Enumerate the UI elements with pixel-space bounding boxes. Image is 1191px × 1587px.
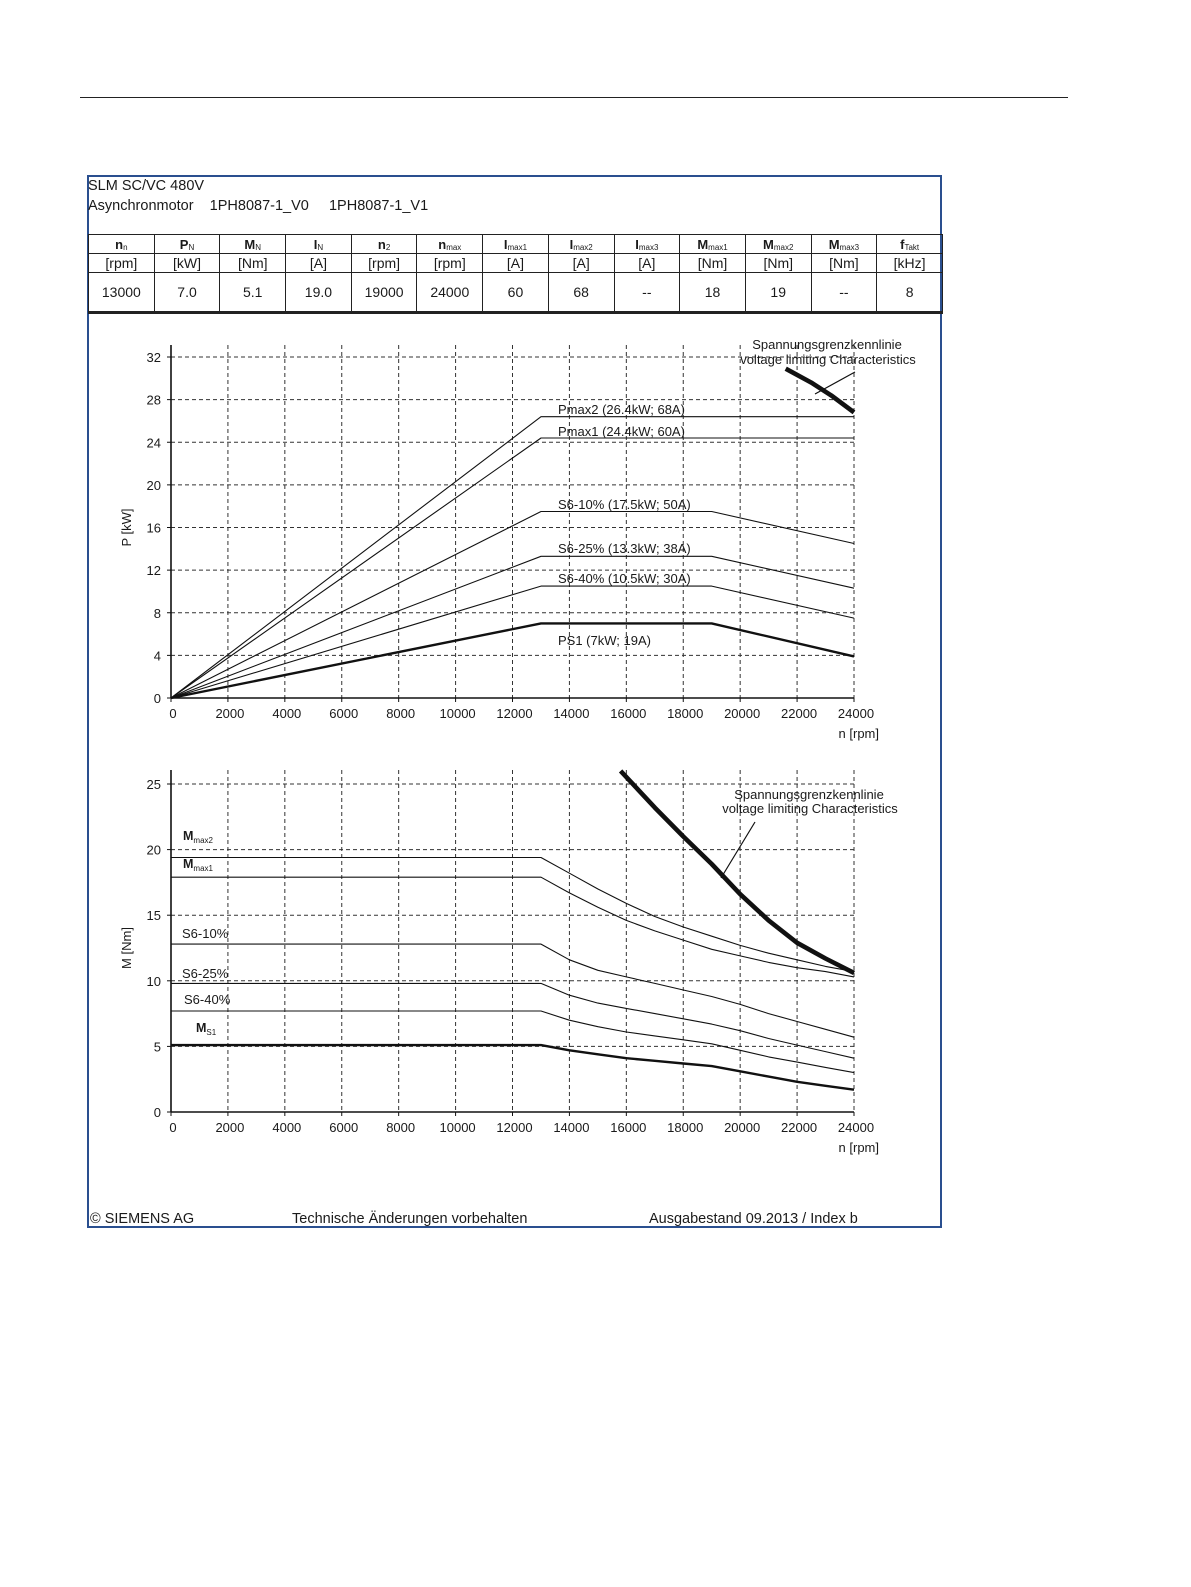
spec-symbol-sub: 2 [385, 242, 391, 252]
spec-symbol: I [313, 236, 318, 252]
x-tick-label: 14000 [553, 706, 590, 721]
spec-unit-cell: [rpm] [417, 254, 483, 273]
y-tick-label: 20 [146, 842, 161, 858]
x-tick-label: 14000 [553, 1120, 590, 1135]
footer-copyright: © SIEMENS AG [90, 1211, 195, 1227]
y-tick-label: 0 [153, 691, 161, 706]
x-tick-label: 2000 [215, 706, 245, 721]
x-tick-label: 12000 [496, 706, 533, 721]
y-tick-label: 24 [146, 435, 161, 451]
label-s6-25: S6-25% [182, 966, 229, 981]
spec-symbol-sub: max3 [839, 242, 860, 252]
spec-symbol-sub: max1 [507, 242, 528, 252]
label-mmax1-main: M [183, 857, 194, 871]
header-motor-line: Asynchronmotor 1PH8087-1_V0 1PH8087-1_V1 [88, 198, 429, 214]
spec-symbol: M [763, 236, 774, 252]
spec-symbol: M [697, 236, 709, 252]
spec-value-cell: 5.1 [220, 273, 286, 312]
spec-symbol-sub: max2 [573, 242, 593, 252]
x-tick-label: 10000 [439, 706, 476, 721]
spec-unit-cell: [A] [614, 254, 680, 273]
x-tick-label: 4000 [272, 706, 302, 721]
spec-symbol: I [503, 236, 508, 252]
x-tick-label: 10000 [439, 1120, 476, 1135]
series-line [786, 369, 854, 413]
x-tick-label: 18000 [667, 1120, 704, 1135]
spec-symbol: M [828, 236, 840, 252]
spec-value-cell: 19000 [351, 273, 417, 312]
x-tick-label: 22000 [781, 706, 818, 721]
label-mmax2-main: M [183, 829, 194, 843]
series-label: PS1 (7kW; 19A) [558, 633, 651, 648]
spec-value-cell: 18 [680, 273, 746, 312]
spec-unit-cell: [kW] [154, 254, 220, 273]
spec-value-cell: 8 [877, 273, 943, 312]
y-tick-label: 10 [146, 973, 161, 989]
spec-symbol-sub: Takt [904, 242, 920, 252]
voltage-limit-annotation: voltage limiting Characteristics [722, 801, 898, 816]
spec-unit-cell: [A] [483, 254, 549, 273]
label-s6-10: S6-10% [182, 926, 229, 941]
spec-value-cell: -- [811, 273, 877, 312]
x-tick-label: 22000 [781, 1120, 818, 1135]
y-tick-label: 0 [153, 1105, 161, 1120]
spec-symbol: M [244, 236, 256, 252]
spec-symbol-sub: n [123, 242, 128, 252]
spec-symbol: P [179, 236, 189, 252]
label-mmax1-sub: max1 [193, 864, 213, 873]
spec-unit-cell: [Nm] [745, 254, 811, 273]
spec-unit-cell: [rpm] [89, 254, 155, 273]
spec-symbol-sub: N [188, 242, 195, 252]
spec-value-cell: 7.0 [154, 273, 220, 312]
spec-symbol-sub: max3 [638, 242, 659, 252]
power-chart [119, 337, 916, 741]
spec-value-cell: 24000 [417, 273, 483, 312]
spec-symbol: f [900, 236, 905, 252]
spec-symbol-sub: N [317, 242, 324, 252]
y-tick-label: 5 [153, 1039, 161, 1055]
x-tick-label: 0 [169, 1120, 177, 1135]
spec-symbol: I [635, 236, 639, 252]
label-mmax2 [183, 829, 214, 845]
x-tick-label: 6000 [329, 1120, 359, 1135]
y-tick-label: 4 [153, 648, 161, 664]
y-tick-label: 32 [146, 350, 161, 365]
spec-unit-cell: [rpm] [351, 254, 417, 273]
x-tick-label: 16000 [610, 1120, 647, 1135]
annotation-leader-line [815, 372, 855, 394]
x-axis-label: n [rpm] [838, 1140, 879, 1155]
x-axis-label: n [rpm] [838, 726, 879, 741]
label-mmax1 [183, 857, 214, 873]
series-line [171, 1011, 854, 1073]
spec-unit-cell: [A] [548, 254, 614, 273]
footer [90, 1211, 940, 1231]
y-tick-label: 28 [146, 392, 161, 408]
x-tick-label: 0 [169, 706, 177, 721]
series-label: S6-25% (13.3kW; 38A) [558, 541, 691, 556]
spec-unit-cell: [Nm] [680, 254, 746, 273]
label-s6-40: S6-40% [184, 992, 231, 1007]
x-tick-label: 18000 [667, 706, 704, 721]
x-tick-label: 16000 [610, 706, 647, 721]
spec-symbol-sub: max [446, 242, 462, 252]
x-tick-label: 8000 [386, 1120, 416, 1135]
label-mmax2-sub: max2 [193, 836, 213, 845]
y-tick-label: 25 [146, 777, 161, 792]
y-tick-label: 20 [146, 477, 161, 493]
series-label: Pmax2 (26.4kW; 68A) [558, 402, 685, 417]
spec-symbol-sub: N [255, 242, 262, 252]
spec-unit-cell: [A] [286, 254, 352, 273]
label-ms1-sub: S1 [206, 1028, 217, 1037]
series-label: Pmax1 (24.4kW; 60A) [558, 424, 685, 439]
series-label: S6-40% (10.5kW; 30A) [558, 571, 691, 586]
label-ms1-main: M [196, 1021, 207, 1035]
voltage-limit-annotation: Spannungsgrenzkennlinie [734, 787, 884, 802]
series-label: S6-10% (17.5kW; 50A) [558, 497, 691, 512]
spec-unit-cell: [kHz] [877, 254, 943, 273]
spec-symbol: n [377, 236, 386, 252]
spec-value-cell: -- [614, 273, 680, 312]
y-tick-label: 15 [146, 908, 161, 924]
spec-symbol-sub: max2 [773, 242, 794, 252]
spec-value-cell: 19 [745, 273, 811, 312]
spec-symbol: I [569, 236, 574, 252]
x-tick-label: 12000 [496, 1120, 533, 1135]
x-tick-label: 24000 [837, 1120, 875, 1135]
footer-edition: Ausgabestand 09.2013 / Index b [649, 1211, 858, 1227]
spec-value-cell: 19.0 [286, 273, 352, 312]
header-voltage-line: SLM SC/VC 480V [88, 178, 205, 194]
x-tick-label: 20000 [724, 1120, 761, 1135]
y-tick-label: 16 [146, 520, 161, 536]
x-tick-label: 6000 [329, 706, 359, 721]
spec-value-cell: 60 [483, 273, 549, 312]
spec-unit-cell: [Nm] [811, 254, 877, 273]
label-ms1 [196, 1021, 217, 1037]
voltage-limit-annotation: Spannungsgrenzkennlinie [752, 337, 902, 352]
spec-unit-cell: [Nm] [220, 254, 286, 273]
y-axis-label: M [Nm] [119, 927, 134, 969]
torque-chart [119, 770, 898, 1155]
spec-value-cell: 13000 [89, 273, 155, 312]
x-tick-label: 8000 [386, 706, 416, 721]
x-tick-label: 4000 [272, 1120, 302, 1135]
x-tick-label: 24000 [837, 706, 875, 721]
y-tick-label: 8 [153, 605, 161, 621]
x-tick-label: 20000 [724, 706, 761, 721]
spec-symbol: n [438, 236, 447, 252]
spec-symbol: n [115, 236, 124, 252]
y-axis-label: P [kW] [119, 508, 134, 547]
spec-symbol-sub: max1 [708, 242, 728, 252]
voltage-limit-annotation: voltage limiting Characteristics [740, 352, 916, 367]
x-tick-label: 2000 [215, 1120, 245, 1135]
spec-value-cell: 68 [548, 273, 614, 312]
footer-notice: Technische Änderungen vorbehalten [292, 1211, 528, 1227]
y-tick-label: 12 [146, 563, 161, 579]
